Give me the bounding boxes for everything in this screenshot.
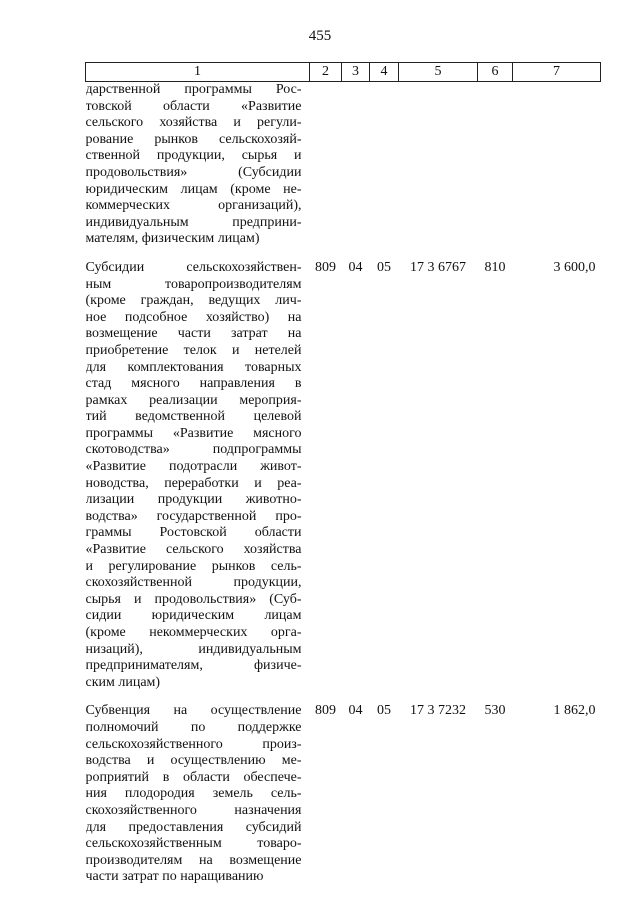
description-line: скохозяйственной продукции, (85, 575, 302, 591)
description-line: граммы Ростовской области (85, 525, 302, 541)
description-line: ственной продукции, сырья и (85, 148, 302, 164)
spacer-cell (86, 248, 601, 260)
column-header: 6 (478, 63, 513, 82)
column-header: 4 (370, 63, 399, 82)
description-line: программы «Развитие мясного (85, 425, 302, 441)
column-header: 2 (310, 63, 342, 82)
row-spacer (86, 248, 601, 260)
description-line: дарственной программы Рос- (85, 82, 302, 97)
description-line: низаций), индивидуальным (85, 641, 302, 657)
description-line: (кроме некоммерческих орга- (85, 625, 302, 640)
ministry-code-cell (310, 82, 342, 248)
description-line: предпринимателям, физиче- (85, 658, 302, 674)
section-code-cell: 04 (348, 703, 363, 719)
description-line: для предоставления субсидий (85, 819, 302, 835)
description-line: Субвенция на осуществление (85, 703, 302, 719)
description-line: (кроме граждан, ведущих лич- (85, 293, 302, 309)
section-code-cell (342, 82, 370, 248)
expense-type-cell (478, 82, 513, 248)
description-cell (86, 260, 310, 691)
description-line: стад мясного направления в (85, 376, 302, 392)
description-line: роприятий в области обеспече- (85, 769, 302, 785)
amount-cell: 1 862,0 (553, 703, 596, 719)
description-cell (86, 82, 310, 248)
spacer-cell (86, 691, 601, 703)
description-line: сырья и продовольствия» (Суб- (85, 591, 302, 607)
description-line: производителям на возмещение (85, 852, 302, 868)
description-line: для комплектования товарных (85, 359, 302, 375)
description-line: «Развитие сельского хозяйства (85, 542, 302, 558)
ministry-code-cell: 809 (315, 703, 336, 719)
description-line: рование рынков сельскохозяй- (85, 131, 302, 147)
description-line: части затрат по наращиванию (85, 869, 264, 885)
expense-type-cell: 530 (484, 703, 506, 719)
ministry-code-cell: 809 (315, 259, 336, 275)
description-line: мателям, физическим лицам) (85, 231, 260, 247)
subsection-code-cell: 05 (377, 259, 391, 275)
description-line: водства» государственной про- (85, 508, 302, 524)
description-line: полномочий по поддержке (85, 719, 302, 735)
description-line: тий ведомственной целевой (85, 409, 302, 425)
amount-cell: 3 600,0 (553, 259, 596, 275)
column-header: 7 (513, 63, 601, 82)
description-line: товской области «Развитие (85, 98, 302, 114)
subsection-code-cell (370, 82, 399, 248)
description-cell (86, 703, 310, 886)
amount-cell (513, 82, 601, 248)
subsection-code-cell: 05 (377, 703, 391, 719)
column-header: 1 (86, 63, 310, 82)
description-line: сельского хозяйства и регули- (85, 115, 302, 131)
description-line: скохозяйственного назначения (85, 802, 302, 818)
description-line: водства и осуществлению ме- (85, 753, 302, 769)
description-line: лизации продукции животно- (85, 492, 302, 508)
description-line: индивидуальным предприни- (85, 214, 302, 230)
page-number: 455 (308, 28, 332, 44)
description-line: новодства, переработки и реа- (85, 475, 302, 491)
description-line: продовольствия» (Субсидии (85, 164, 302, 180)
table-row (86, 703, 601, 886)
description-line: ния плодородия земель сель- (85, 786, 302, 802)
target-article-cell: 17 3 7232 (410, 703, 466, 719)
table-header-row (86, 63, 601, 82)
description-line: сельскохозяйственного произ- (85, 736, 302, 752)
target-article-cell (399, 82, 478, 248)
description-line: и регулирование рынков сель- (85, 558, 302, 574)
description-line: «Развитие подотрасли живот- (85, 459, 302, 475)
target-article-cell: 17 3 6767 (410, 259, 466, 275)
description-line: коммерческих организаций), (85, 198, 302, 214)
description-line: сельскохозяйственным товаро- (85, 836, 302, 852)
table-row (86, 82, 601, 248)
description-line: возмещение части затрат на (85, 326, 302, 342)
section-code-cell: 04 (348, 259, 363, 275)
description-line: ное подсобное хозяйство) на (85, 309, 302, 325)
row-spacer (86, 691, 601, 703)
table-row (86, 260, 601, 691)
description-line: ным товаропроизводителям (85, 276, 302, 292)
description-line: приобретение телок и нетелей (85, 342, 302, 358)
expense-type-cell: 810 (484, 259, 506, 275)
budget-table (85, 62, 601, 886)
column-header: 3 (342, 63, 370, 82)
description-line: юридическим лицам (кроме не- (85, 181, 302, 197)
description-line: сидии юридическим лицам (85, 608, 302, 624)
column-header: 5 (399, 63, 478, 82)
description-line: Субсидии сельскохозяйствен- (85, 259, 302, 275)
description-line: рамках реализации мероприя- (85, 392, 302, 408)
description-line: скотоводства» подпрограммы (85, 442, 302, 458)
description-line: ским лицам) (85, 674, 161, 690)
